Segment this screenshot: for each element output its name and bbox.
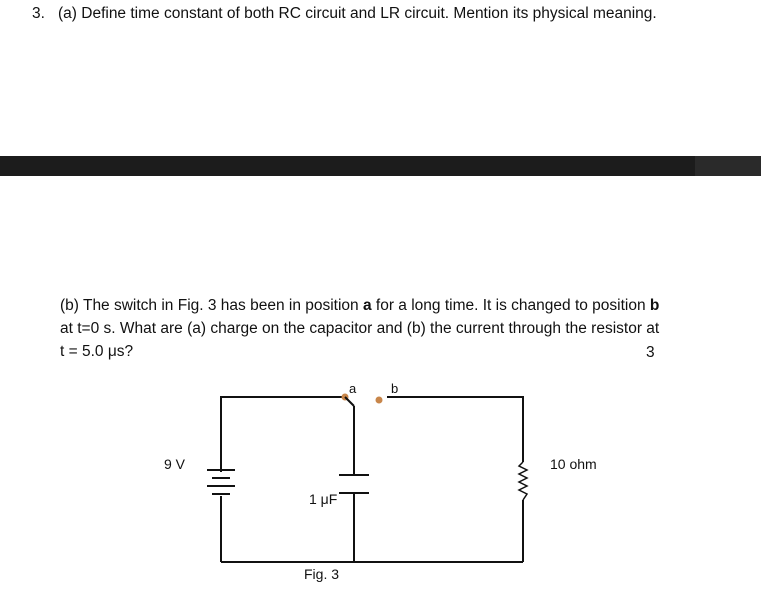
battery-label: 9 V xyxy=(164,456,186,472)
wire-right xyxy=(387,397,523,462)
part-a-text: (a) Define time constant of both RC circuit and LR circuit. Mention its physical meaning. xyxy=(58,5,657,22)
resistor-label: 10 ohm xyxy=(550,456,597,472)
battery-icon xyxy=(207,470,235,494)
switch-icon xyxy=(342,394,383,407)
circuit-wires xyxy=(221,397,523,562)
capacitor-label: 1 μF xyxy=(309,491,338,507)
part-b-marks: 3 xyxy=(646,344,655,361)
switch-label-b: b xyxy=(391,381,399,396)
part-b-line-1-middle: for a long time. It is changed to position xyxy=(371,297,650,314)
wire-top-left xyxy=(221,397,345,472)
resistor-icon xyxy=(519,462,527,500)
contact-b-dot xyxy=(376,397,383,404)
capacitor-icon xyxy=(339,475,369,493)
switch-label-a: a xyxy=(349,381,357,396)
position-a-bold: a xyxy=(362,297,372,314)
part-b-line-2: at t=0 s. What are (a) charge on the capacitor and (b) the current through the resistor at xyxy=(60,320,660,337)
position-b-bold: b xyxy=(649,297,660,314)
question-number: 3. xyxy=(32,5,45,22)
part-b-line-3: t = 5.0 μs? xyxy=(60,343,134,360)
part-b-line-1-start: (b) The switch in Fig. 3 has been in position xyxy=(60,297,363,314)
figure-caption: Fig. 3 xyxy=(304,566,340,582)
